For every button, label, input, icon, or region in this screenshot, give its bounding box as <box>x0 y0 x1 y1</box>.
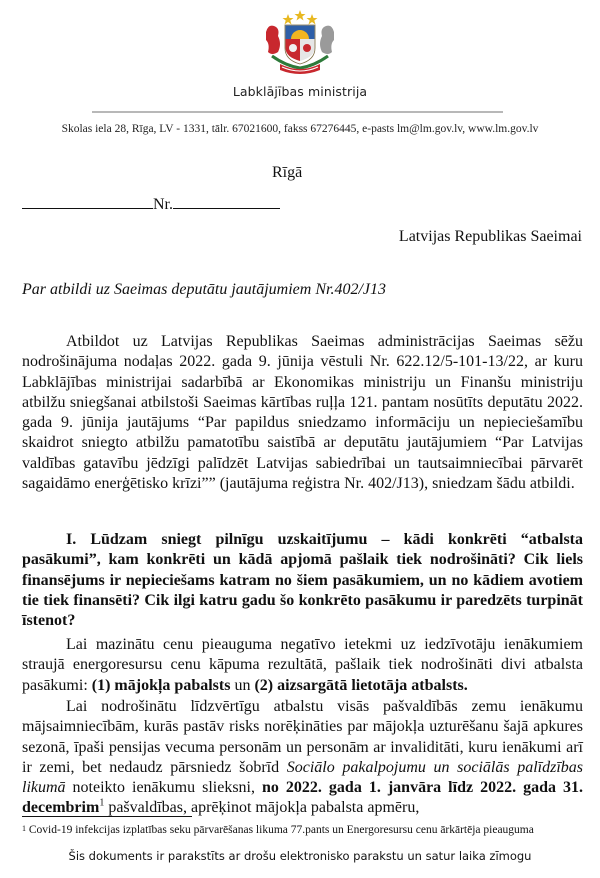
paragraph-text: pašvaldības, aprēķinot mājokļa pabalsta apmēru, <box>104 799 420 817</box>
city-label: Rīgā <box>272 164 303 181</box>
number-blank <box>173 191 280 209</box>
latvia-coat-of-arms-icon <box>258 4 342 78</box>
header-divider <box>92 111 503 113</box>
e-signature-notice: Šis dokuments ir parakstīts ar drošu elektronisko parakstu un satur laika zīmogu <box>68 849 532 863</box>
measure-protected-user: (2) aizsargātā lietotāja atbalsts. <box>254 676 468 694</box>
date-blank <box>22 191 153 209</box>
law-title: Sociālo pakalpojumu un sociālās palīdzības likumā <box>22 758 583 797</box>
footnote <box>22 824 583 836</box>
star-icon <box>307 14 318 25</box>
paragraph-text: Lai nodrošinātu līdzvērtīgu atbalstu visās pašvaldībās zemu ienākumu mājsaimniecībām, kurās pastāv risks norēķināties par mājokļa uzturēšanu šajā apkures sezonā, īpaši pensijas vecuma personām un personām ar invaliditāti, kuru ienākumi arī ir zemi, bet nedaudz pārsniedz šobrīd <box>22 698 583 776</box>
body-paragraph-measures <box>22 635 583 696</box>
paragraph-text: un <box>230 676 255 694</box>
body-paragraph-support <box>22 697 583 819</box>
question-paragraph <box>22 530 583 631</box>
footnote-divider <box>22 816 192 817</box>
paragraph-text: Atbildot uz Latvijas Republikas Saeimas administrācijas Saeimas sēžu nodrošinājuma nodaļas 2022. gada 9. jūnija vēstuli Nr. 622.12/5-101-13/22, ar kuru Labklājības ministrijai sadarbībā ar Ekonomikas ministriju un Finanšu ministriju atbilžu sniegšanai atbilstoši Saeimas kārtības ruļļa 121. pantam nosūtīts deputātu 2022. gada 9. jūnija jautājums “Par papildus sniedzamo informāciju un nepieciešamību skaidrot sniegto atbilžu pamatotību saistībā ar deputātu jautājumiem “Par Latvijas valdības gatavību jēdzīgi palīdzēt Latvijas sabiedrībai un tautsaimniecībai pārvarēt sagaidāmo enerģētisko krīzi”” (jautājuma reģistra Nr. 402/J13), sniedzam šādu atbildi. <box>22 333 583 493</box>
document-number-line <box>22 191 280 214</box>
recipient: Latvijas Republikas Saeimai <box>398 228 582 245</box>
star-icon <box>283 14 294 25</box>
footnote-text: Covid-19 infekcijas izplatības seku pārvarēšanas likuma 77.pants un Energoresursu cenu ārkārtēja pieauguma <box>26 824 534 836</box>
number-label: Nr. <box>153 196 173 213</box>
question-text: I. Lūdzam sniegt pilnīgu uzskaitījumu – kādi konkrēti “atbalsta pasākumi”, kam konkrēti un kādā apjomā pašlaik tiek nodrošināti? Cik liels finansējums ir nepieciešams katram no šiem pasākumiem, un no kādiem avotiem tie tiek finansēti? Cik ilgi katru gadu šo konkrēto pasākumu ir paredzēts turpināt īstenot? <box>22 531 583 630</box>
period-text: no 2022. gada 1. janvāra līdz 2022. gada 31. decembrim <box>22 779 584 817</box>
ministry-address: Skolas iela 28, Rīga, LV - 1331, tālr. 67021600, fakss 67276445, e-pasts lm@lm.gov.lv, www.lm.gov.lv <box>61 123 539 135</box>
ministry-name: Labklājības ministrija <box>232 84 368 99</box>
footnote-reference[interactable]: 1 <box>99 798 105 810</box>
star-icon <box>295 10 306 21</box>
footnote-number: 1 <box>22 824 26 833</box>
subject-line: Par atbildi uz Saeimas deputātu jautājumiem Nr.402/J13 <box>22 281 386 298</box>
paragraph-text: Lai mazinātu cenu pieauguma negatīvo ietekmi uz iedzīvotāju ienākumiem straujā energoresursu cenu kāpuma rezultātā, pašlaik tiek nodrošināti divi atbalsta pasākumi: <box>22 636 583 694</box>
paragraph-text: noteikto ienākumu slieksni, <box>65 779 263 797</box>
measure-housing-allowance: (1) mājokļa pabalsts <box>91 676 231 694</box>
body-paragraph-intro <box>22 332 583 494</box>
